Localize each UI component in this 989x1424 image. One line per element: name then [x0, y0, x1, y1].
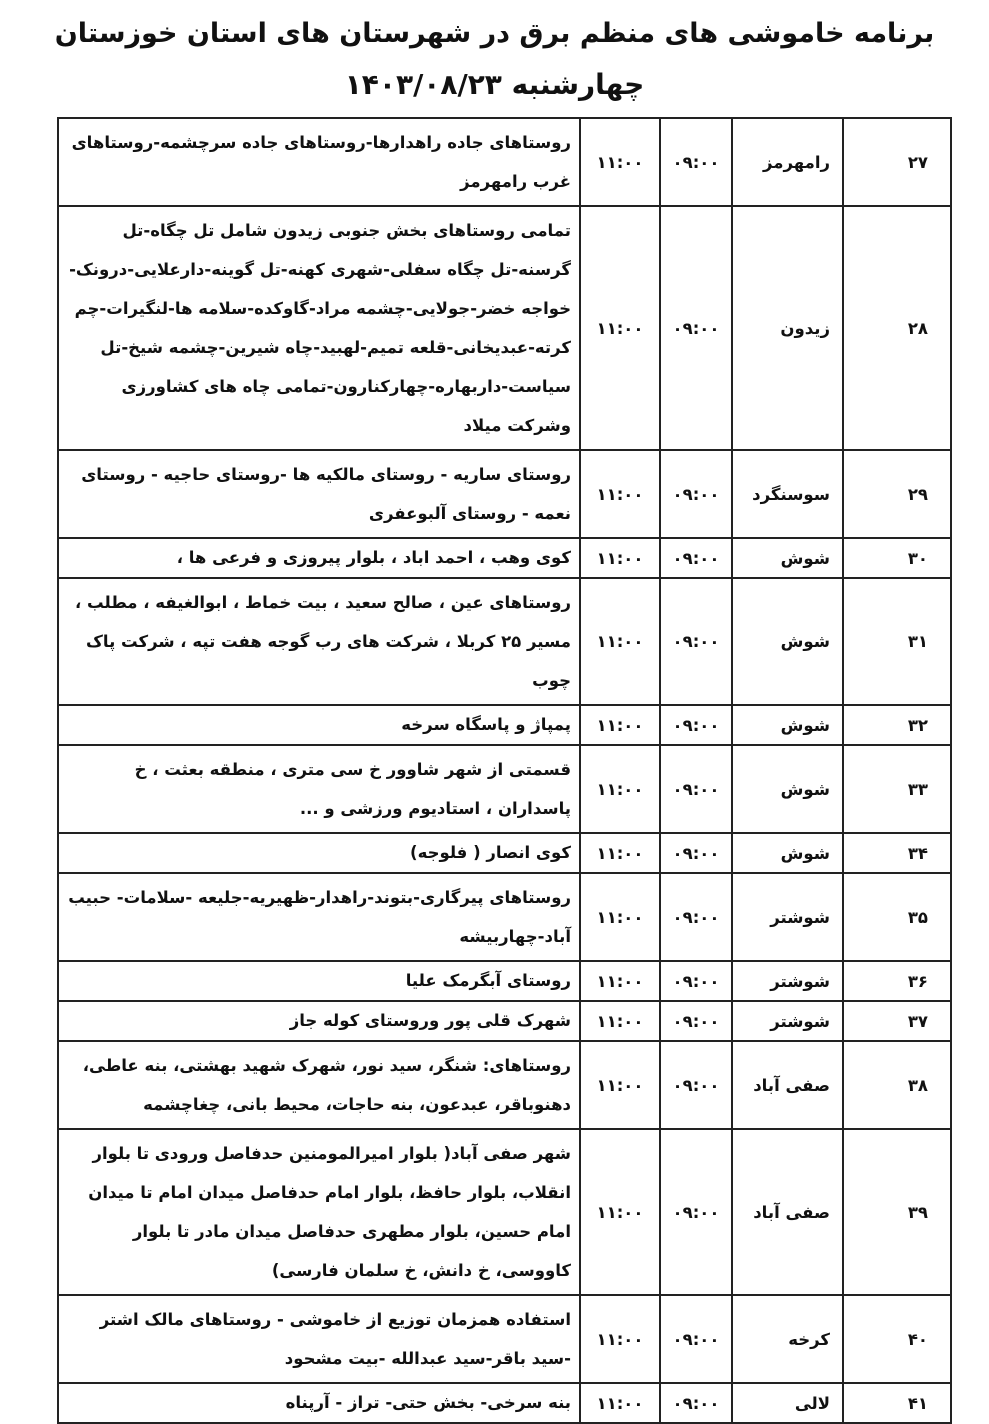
- end-time: ۱۱:۰۰: [580, 745, 660, 833]
- row-number: ۳۹: [843, 1129, 951, 1295]
- end-time: ۱۱:۰۰: [580, 578, 660, 705]
- row-number: ۳۶: [843, 961, 951, 1001]
- row-number: ۳۰: [843, 538, 951, 578]
- start-time: ۰۹:۰۰: [660, 578, 732, 705]
- table-row: [58, 538, 951, 578]
- affected-areas: روستاهای عین ، صالح سعید ، بیت خماط ، ابوالغیفه ، مطلب ، مسیر ۲۵ کربلا ، شرکت های رب گوجه هفت تپه ، شرکت پاک چوب: [58, 578, 580, 705]
- table-row: [58, 1129, 951, 1295]
- table-row: [58, 1383, 951, 1423]
- row-number: ۳۷: [843, 1001, 951, 1041]
- row-number: ۳۱: [843, 578, 951, 705]
- city-name: سوسنگرد: [732, 450, 843, 538]
- page-subtitle-date: چهارشنبه ۱۴۰۳/۰۸/۲۳: [344, 68, 645, 101]
- city-name: شوشتر: [732, 873, 843, 961]
- affected-areas: روستاهای جاده راهدارها-روستاهای جاده سرچشمه-روستاهای غرب رامهرمز: [58, 118, 580, 206]
- table-row: [58, 450, 951, 538]
- end-time: ۱۱:۰۰: [580, 538, 660, 578]
- start-time: ۰۹:۰۰: [660, 1383, 732, 1423]
- city-name: صفی آباد: [732, 1041, 843, 1129]
- city-name: شوش: [732, 705, 843, 745]
- row-number: ۳۲: [843, 705, 951, 745]
- row-number: ۲۷: [843, 118, 951, 206]
- affected-areas: کوی انصار ( فلوجه): [58, 833, 580, 873]
- table-row: [58, 1295, 951, 1383]
- affected-areas: بنه سرخی- بخش حتی- تراز - آرپناه: [58, 1383, 580, 1423]
- city-name: شوشتر: [732, 961, 843, 1001]
- row-number: ۳۸: [843, 1041, 951, 1129]
- start-time: ۰۹:۰۰: [660, 1295, 732, 1383]
- start-time: ۰۹:۰۰: [660, 961, 732, 1001]
- start-time: ۰۹:۰۰: [660, 705, 732, 745]
- outage-schedule-table: [57, 117, 952, 1424]
- start-time: ۰۹:۰۰: [660, 206, 732, 450]
- table-row: [58, 873, 951, 961]
- start-time: ۰۹:۰۰: [660, 745, 732, 833]
- affected-areas: شهر صفی آباد( بلوار امیرالمومنین حدفاصل ورودی تا بلوار انقلاب، بلوار حافظ، بلوار امام حدفاصل میدان امام تا میدان امام حسین، بلوار مطهری حدفاصل میدان مادر تا بلوار کاووسی، خ دانش، خ سلمان فارسی): [58, 1129, 580, 1295]
- affected-areas: تمامی روستاهای بخش جنوبی زیدون شامل تل چگاه-تل گرسنه-تل چگاه سفلی-شهری کهنه-تل گوینه-دارعلایی-درونک-خواجه خضر-جولایی-چشمه مراد-گاوکده-سلامه ها-لنگیرات-چم کرته-عبدیخانی-قلعه تمیم-لهبید-چاه شیرین-چشمه شیخ-تل سیاست-داربهاره-چهارکنارون-تمامی چاه های کشاورزی وشرکت میلاد: [58, 206, 580, 450]
- table-row: [58, 705, 951, 745]
- table-row: [58, 745, 951, 833]
- table-row: [58, 1041, 951, 1129]
- affected-areas: شهرک قلی پور وروستای کوله جاز: [58, 1001, 580, 1041]
- end-time: ۱۱:۰۰: [580, 873, 660, 961]
- affected-areas: پمپاژ و پاسگاه سرخه: [58, 705, 580, 745]
- row-number: ۳۵: [843, 873, 951, 961]
- start-time: ۰۹:۰۰: [660, 873, 732, 961]
- city-name: شوش: [732, 833, 843, 873]
- start-time: ۰۹:۰۰: [660, 118, 732, 206]
- end-time: ۱۱:۰۰: [580, 961, 660, 1001]
- city-name: شوشتر: [732, 1001, 843, 1041]
- affected-areas: روستای آبگرمک علیا: [58, 961, 580, 1001]
- end-time: ۱۱:۰۰: [580, 1129, 660, 1295]
- start-time: ۰۹:۰۰: [660, 538, 732, 578]
- affected-areas: روستاهای پیرگاری-بتوند-راهدار-ظهیریه-جلیعه -سلامات- حبیب آباد-چهاربیشه: [58, 873, 580, 961]
- affected-areas: روستاهای: شنگر، سید نور، شهرک شهید بهشتی، بنه عاطی، دهنوباقر، عبدعون، بنه حاجات، محیط بانی، چغاچشمه: [58, 1041, 580, 1129]
- city-name: صفی آباد: [732, 1129, 843, 1295]
- row-number: ۴۱: [843, 1383, 951, 1423]
- end-time: ۱۱:۰۰: [580, 118, 660, 206]
- row-number: ۲۸: [843, 206, 951, 450]
- table-row: [58, 833, 951, 873]
- city-name: شوش: [732, 745, 843, 833]
- city-name: لالی: [732, 1383, 843, 1423]
- end-time: ۱۱:۰۰: [580, 1383, 660, 1423]
- end-time: ۱۱:۰۰: [580, 206, 660, 450]
- row-number: ۳۳: [843, 745, 951, 833]
- city-name: شوش: [732, 538, 843, 578]
- table-row: [58, 1001, 951, 1041]
- city-name: رامهرمز: [732, 118, 843, 206]
- table-row: [58, 961, 951, 1001]
- end-time: ۱۱:۰۰: [580, 1041, 660, 1129]
- affected-areas: کوی وهب ، احمد اباد ، بلوار پیروزی و فرعی ها ،: [58, 538, 580, 578]
- affected-areas: استفاده همزمان توزیع از خاموشی - روستاهای مالک اشتر -سید باقر-سید عبدالله -بیت مشحود: [58, 1295, 580, 1383]
- start-time: ۰۹:۰۰: [660, 1129, 732, 1295]
- start-time: ۰۹:۰۰: [660, 1001, 732, 1041]
- affected-areas: قسمتی از شهر شاوور خ سی متری ، منطقه بعثت ، خ پاسداران ، استادیوم ورزشی و ...: [58, 745, 580, 833]
- row-number: ۳۴: [843, 833, 951, 873]
- table-row: [58, 206, 951, 450]
- page-title: برنامه خاموشی های منظم برق در شهرستان های استان خوزستان: [54, 18, 935, 49]
- affected-areas: روستای ساریه - روستای مالکیه ها -روستای حاجیه - روستای نعمه - روستای آلبوعفری: [58, 450, 580, 538]
- end-time: ۱۱:۰۰: [580, 833, 660, 873]
- table-row: [58, 578, 951, 705]
- end-time: ۱۱:۰۰: [580, 450, 660, 538]
- end-time: ۱۱:۰۰: [580, 1001, 660, 1041]
- start-time: ۰۹:۰۰: [660, 1041, 732, 1129]
- start-time: ۰۹:۰۰: [660, 450, 732, 538]
- row-number: ۲۹: [843, 450, 951, 538]
- city-name: شوش: [732, 578, 843, 705]
- row-number: ۴۰: [843, 1295, 951, 1383]
- table-row: [58, 118, 951, 206]
- city-name: زیدون: [732, 206, 843, 450]
- end-time: ۱۱:۰۰: [580, 1295, 660, 1383]
- start-time: ۰۹:۰۰: [660, 833, 732, 873]
- end-time: ۱۱:۰۰: [580, 705, 660, 745]
- city-name: کرخه: [732, 1295, 843, 1383]
